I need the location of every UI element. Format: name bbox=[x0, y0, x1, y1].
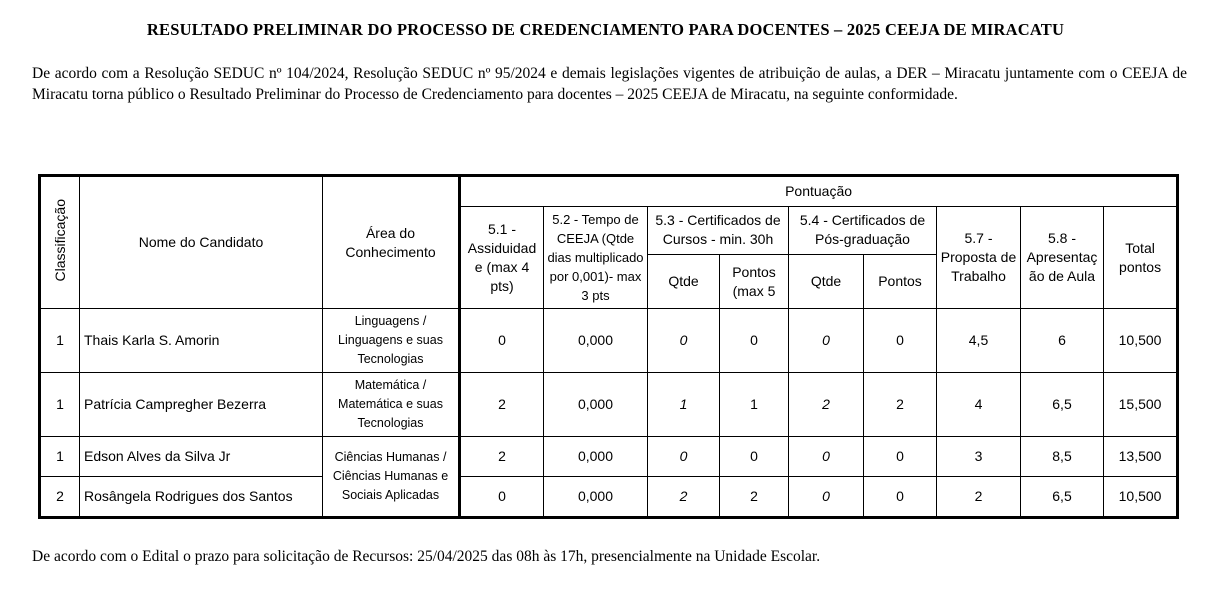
cell-cursos-qtde: 0 bbox=[648, 309, 720, 373]
header-cursos: 5.3 - Certificados de Cursos - min. 30h bbox=[648, 206, 789, 254]
cell-nome: Edson Alves da Silva Jr bbox=[80, 437, 323, 477]
cell-pos-pontos: 0 bbox=[864, 437, 937, 477]
cell-area: Matemática / Matemática e suas Tecnologias bbox=[323, 373, 460, 437]
cell-nome: Thais Karla S. Amorin bbox=[80, 309, 323, 373]
header-proposta: 5.7 - Proposta de Trabalho bbox=[937, 206, 1021, 308]
cell-assiduidade: 2 bbox=[460, 437, 544, 477]
cell-proposta: 4,5 bbox=[937, 309, 1021, 373]
cell-pos-qtde: 0 bbox=[789, 309, 864, 373]
cell-pos-pontos: 0 bbox=[864, 477, 937, 518]
header-pos-graduacao: 5.4 - Certificados de Pós-graduação bbox=[789, 206, 937, 254]
cell-tempo: 0,000 bbox=[544, 309, 648, 373]
cell-cursos-qtde: 1 bbox=[648, 373, 720, 437]
cell-apresentacao: 6,5 bbox=[1021, 477, 1104, 518]
cell-total: 10,500 bbox=[1104, 309, 1178, 373]
cell-classificacao: 1 bbox=[40, 437, 80, 477]
cell-classificacao: 1 bbox=[40, 309, 80, 373]
cell-cursos-pontos: 0 bbox=[720, 437, 789, 477]
cell-cursos-pontos: 1 bbox=[720, 373, 789, 437]
cell-pos-pontos: 2 bbox=[864, 373, 937, 437]
cell-apresentacao: 8,5 bbox=[1021, 437, 1104, 477]
cell-area: Linguagens / Linguagens e suas Tecnologias bbox=[323, 309, 460, 373]
footer-note: De acordo com o Edital o prazo para solicitação de Recursos: 25/04/2025 das 08h às 17h, presencialmente na Unidade Escolar. bbox=[32, 548, 821, 565]
table-row bbox=[40, 373, 1178, 437]
header-cursos-pontos: Pontos (max 5 bbox=[720, 254, 789, 308]
cell-assiduidade: 0 bbox=[460, 309, 544, 373]
cell-assiduidade: 2 bbox=[460, 373, 544, 437]
cell-apresentacao: 6 bbox=[1021, 309, 1104, 373]
header-area: Área do Conhecimento bbox=[323, 176, 460, 309]
header-apresentacao: 5.8 - Apresentaç ão de Aula bbox=[1021, 206, 1104, 308]
header-nome: Nome do Candidato bbox=[80, 176, 323, 309]
cell-total: 15,500 bbox=[1104, 373, 1178, 437]
table-row bbox=[40, 437, 1178, 477]
cell-pos-qtde: 0 bbox=[789, 477, 864, 518]
cell-cursos-pontos: 0 bbox=[720, 309, 789, 373]
cell-cursos-qtde: 2 bbox=[648, 477, 720, 518]
cell-proposta: 4 bbox=[937, 373, 1021, 437]
cell-cursos-pontos: 2 bbox=[720, 477, 789, 518]
cell-classificacao: 2 bbox=[40, 477, 80, 518]
cell-tempo: 0,000 bbox=[544, 437, 648, 477]
header-pos-qtde: Qtde bbox=[789, 254, 864, 308]
cell-pos-pontos: 0 bbox=[864, 309, 937, 373]
results-table bbox=[38, 174, 1179, 519]
cell-nome: Patrícia Campregher Bezerra bbox=[80, 373, 323, 437]
cell-proposta: 3 bbox=[937, 437, 1021, 477]
cell-assiduidade: 0 bbox=[460, 477, 544, 518]
cell-cursos-qtde: 0 bbox=[648, 437, 720, 477]
cell-pos-qtde: 0 bbox=[789, 437, 864, 477]
header-assiduidade: 5.1 - Assiduidad e (max 4 pts) bbox=[460, 206, 544, 308]
cell-pos-qtde: 2 bbox=[789, 373, 864, 437]
header-pontuacao: Pontuação bbox=[460, 176, 1178, 207]
cell-total: 13,500 bbox=[1104, 437, 1178, 477]
cell-tempo: 0,000 bbox=[544, 477, 648, 518]
header-pos-pontos: Pontos bbox=[864, 254, 937, 308]
intro-paragraph: De acordo com a Resolução SEDUC nº 104/2024, Resolução SEDUC nº 95/2024 e demais legislações vigentes de atribuição de aulas, a DER – Miracatu juntamente com o CEEJA de Miracatu torna público o Resultado Preliminar do Processo de Credenciamento para docentes – 2025 CEEJA de Miracatu, na seguinte conformidade. bbox=[32, 65, 1187, 103]
header-tempo-ceeja: 5.2 - Tempo de CEEJA (Qtde dias multiplicado por 0,001)- max 3 pts bbox=[544, 206, 648, 308]
header-cursos-qtde: Qtde bbox=[648, 254, 720, 308]
cell-apresentacao: 6,5 bbox=[1021, 373, 1104, 437]
cell-classificacao: 1 bbox=[40, 373, 80, 437]
header-classificacao: Classificação bbox=[40, 176, 80, 309]
table-row bbox=[40, 477, 1178, 518]
cell-proposta: 2 bbox=[937, 477, 1021, 518]
table-row bbox=[40, 309, 1178, 373]
cell-area: Ciências Humanas / Ciências Humanas e Sociais Aplicadas bbox=[323, 437, 460, 518]
document-title: RESULTADO PRELIMINAR DO PROCESSO DE CREDENCIAMENTO PARA DOCENTES – 2025 CEEJA DE MIRACATU bbox=[146, 20, 1065, 39]
cell-nome: Rosângela Rodrigues dos Santos bbox=[80, 477, 323, 518]
cell-tempo: 0,000 bbox=[544, 373, 648, 437]
cell-total: 10,500 bbox=[1104, 477, 1178, 518]
header-total: Total pontos bbox=[1104, 206, 1178, 308]
